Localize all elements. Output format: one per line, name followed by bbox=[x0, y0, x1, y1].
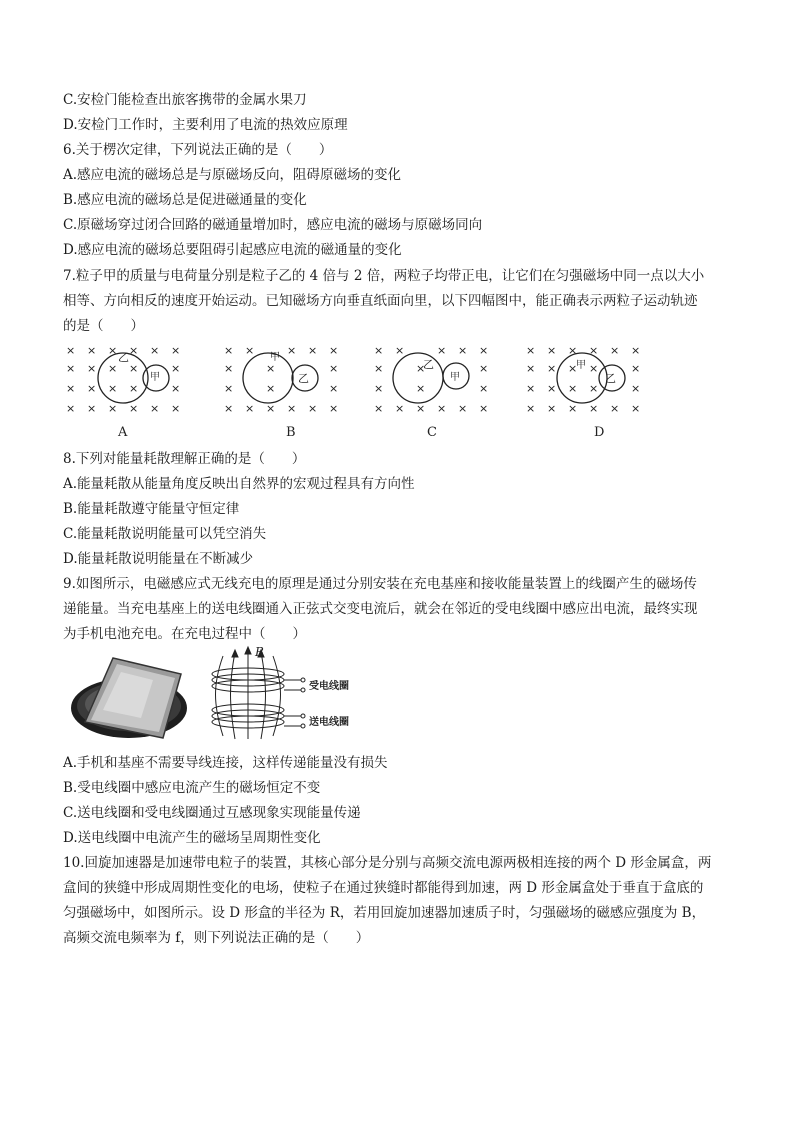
coil-diagram bbox=[212, 647, 305, 739]
cross-mark: × bbox=[87, 402, 97, 415]
cross-mark: × bbox=[631, 362, 641, 375]
question-7-cont: 相等、方向相反的速度开始运动。已知磁场方向垂直纸面向里，以下四幅图中，能正确表示两粒子运动轨迹 bbox=[63, 293, 698, 309]
receive-coil-label: 受电线圈 bbox=[309, 681, 349, 692]
cross-mark: × bbox=[129, 362, 139, 375]
cross-mark: × bbox=[329, 344, 339, 357]
cross-mark: × bbox=[526, 382, 536, 395]
label-b: B bbox=[286, 425, 296, 440]
panel-c bbox=[393, 353, 469, 440]
cross-mark: × bbox=[437, 402, 447, 415]
cross-mark: × bbox=[171, 402, 181, 415]
send-coil-label: 送电线圈 bbox=[309, 717, 349, 728]
text-line: C.安检门能检查出旅客携带的金属水果刀 bbox=[63, 92, 307, 108]
cross-mark: × bbox=[416, 362, 426, 375]
cross-mark: × bbox=[589, 344, 599, 357]
cross-mark: × bbox=[87, 382, 97, 395]
cross-mark: × bbox=[171, 362, 181, 375]
cross-mark: × bbox=[287, 402, 297, 415]
cross-mark: × bbox=[547, 362, 557, 375]
option-8d: D.能量耗散说明能量在不断减少 bbox=[63, 551, 254, 567]
option-8b: B.能量耗散遵守能量守恒定律 bbox=[63, 501, 240, 517]
option-6d: D.感应电流的磁场总要阻碍引起感应电流的磁通量的变化 bbox=[63, 242, 402, 258]
option-9d: D.送电线圈中电流产生的磁场呈周期性变化 bbox=[63, 830, 321, 846]
cross-mark: × bbox=[547, 402, 557, 415]
cross-mark: × bbox=[589, 382, 599, 395]
option-8c: C.能量耗散说明能量可以凭空消失 bbox=[63, 526, 267, 542]
cross-mark: × bbox=[224, 402, 234, 415]
cross-mark: × bbox=[287, 344, 297, 357]
cross-mark: × bbox=[224, 382, 234, 395]
cross-mark: × bbox=[568, 344, 578, 357]
cross-mark: × bbox=[108, 344, 118, 357]
question-10-cont: 盒间的狭缝中形成周期性变化的电场，使粒子在通过狭缝时都能得到加速，两 D 形金属盒处于垂直于盒底的 bbox=[63, 880, 704, 896]
cross-mark: × bbox=[631, 402, 641, 415]
cross-mark: × bbox=[66, 362, 76, 375]
cross-mark: × bbox=[631, 344, 641, 357]
cross-mark: × bbox=[479, 382, 489, 395]
cross-mark: × bbox=[171, 344, 181, 357]
option-6b: B.感应电流的磁场总是促进磁通量的变化 bbox=[63, 192, 307, 208]
text-line: D.安检门工作时，主要利用了电流的热效应原理 bbox=[63, 117, 348, 133]
label-c: C bbox=[427, 425, 437, 440]
question-6: 6.关于楞次定律，下列说法正确的是（ ） bbox=[63, 142, 333, 158]
option-6c: C.原磁场穿过闭合回路的磁通量增加时，感应电流的磁场与原磁场同向 bbox=[63, 217, 483, 233]
cross-mark: × bbox=[108, 362, 118, 375]
question-7-cont: 的是（ ） bbox=[63, 318, 144, 334]
option-9a: A.手机和基座不需要导线连接，这样传递能量没有损失 bbox=[63, 755, 388, 771]
q7-figure bbox=[60, 338, 660, 448]
cross-mark: × bbox=[479, 402, 489, 415]
cross-mark: × bbox=[526, 402, 536, 415]
cross-mark: × bbox=[458, 344, 468, 357]
cross-mark: × bbox=[150, 402, 160, 415]
cross-mark: × bbox=[610, 402, 620, 415]
cross-mark: × bbox=[374, 382, 384, 395]
label-jia: 甲 bbox=[576, 360, 586, 371]
cross-mark: × bbox=[87, 344, 97, 357]
cross-mark: × bbox=[308, 344, 318, 357]
cross-mark: × bbox=[108, 382, 118, 395]
question-9-cont: 为手机电池充电。在充电过程中（ ） bbox=[63, 626, 306, 642]
cross-mark: × bbox=[108, 402, 118, 415]
cross-mark: × bbox=[266, 402, 276, 415]
label-jia: 甲 bbox=[270, 352, 280, 363]
cross-mark: × bbox=[416, 382, 426, 395]
question-9-cont: 递能量。当充电基座上的送电线圈通入正弦式交变电流后，就会在邻近的受电线圈中感应出电流，最终实现 bbox=[63, 601, 698, 617]
cross-mark: × bbox=[395, 344, 405, 357]
cross-mark: × bbox=[66, 344, 76, 357]
cross-mark: × bbox=[329, 382, 339, 395]
cross-mark: × bbox=[547, 382, 557, 395]
question-7: 7.粒子甲的质量与电荷量分别是粒子乙的 4 倍与 2 倍，两粒子均带正电，让它们在匀强磁场中同一点以大小 bbox=[63, 268, 705, 284]
cross-mark: × bbox=[129, 382, 139, 395]
label-yi: 乙 bbox=[423, 358, 434, 371]
option-6a: A.感应电流的磁场总是与原磁场反向，阻碍原磁场的变化 bbox=[63, 167, 402, 183]
question-10-cont: 匀强磁场中，如图所示。设 D 形盒的半径为 R，若用回旋加速器加速质子时，匀强磁场的磁感应强度为 B， bbox=[63, 905, 706, 921]
question-9: 9.如图所示，电磁感应式无线充电的原理是通过分别安装在充电基座和接收能量装置上的线圈产生的磁场传 bbox=[63, 576, 697, 592]
cross-mark: × bbox=[329, 402, 339, 415]
cross-mark: × bbox=[479, 362, 489, 375]
cross-mark: × bbox=[129, 402, 139, 415]
cross-mark: × bbox=[479, 344, 489, 357]
q9-figure bbox=[63, 644, 363, 744]
cross-mark: × bbox=[374, 402, 384, 415]
cross-mark: × bbox=[526, 362, 536, 375]
cross-mark: × bbox=[266, 362, 276, 375]
field-b-label: B bbox=[255, 645, 264, 659]
cross-mark: × bbox=[374, 362, 384, 375]
cross-mark: × bbox=[150, 344, 160, 357]
cross-mark: × bbox=[395, 402, 405, 415]
panel-b bbox=[243, 351, 318, 440]
cross-mark: × bbox=[66, 402, 76, 415]
label-jia: 甲 bbox=[450, 372, 460, 383]
cross-mark: × bbox=[374, 344, 384, 357]
cross-mark: × bbox=[547, 344, 557, 357]
label-yi: 乙 bbox=[118, 351, 129, 364]
cross-mark: × bbox=[416, 402, 426, 415]
cross-mark: × bbox=[224, 362, 234, 375]
label-yi: 乙 bbox=[605, 372, 616, 385]
question-10: 10.回旋加速器是加速带电粒子的装置，其核心部分是分别与高频交流电源两极相连接的两个 D 形金属盒，两 bbox=[63, 855, 712, 871]
cross-mark: × bbox=[526, 344, 536, 357]
cross-mark: × bbox=[458, 402, 468, 415]
cross-mark: × bbox=[245, 402, 255, 415]
cross-mark: × bbox=[568, 402, 578, 415]
charging-pad-photo bbox=[71, 658, 187, 738]
label-jia: 甲 bbox=[150, 372, 160, 383]
cross-mark: × bbox=[245, 344, 255, 357]
cross-mark: × bbox=[589, 362, 599, 375]
cross-mark: × bbox=[308, 402, 318, 415]
question-8: 8.下列对能量耗散理解正确的是（ ） bbox=[63, 451, 306, 467]
option-9c: C.送电线圈和受电线圈通过互感现象实现能量传递 bbox=[63, 805, 361, 821]
cross-mark: × bbox=[171, 382, 181, 395]
cross-mark: × bbox=[266, 382, 276, 395]
cross-mark: × bbox=[87, 362, 97, 375]
cross-mark: × bbox=[610, 344, 620, 357]
cross-mark: × bbox=[437, 344, 447, 357]
cross-mark: × bbox=[329, 362, 339, 375]
cross-mark: × bbox=[129, 344, 139, 357]
cross-mark: × bbox=[224, 344, 234, 357]
cross-mark: × bbox=[66, 382, 76, 395]
label-d: D bbox=[594, 425, 605, 440]
option-8a: A.能量耗散从能量角度反映出自然界的宏观过程具有方向性 bbox=[63, 476, 415, 492]
cross-mark: × bbox=[568, 382, 578, 395]
label-yi: 乙 bbox=[298, 372, 309, 385]
cross-mark: × bbox=[631, 382, 641, 395]
cross-mark: × bbox=[589, 402, 599, 415]
cross-mark: × bbox=[568, 362, 578, 375]
label-a: A bbox=[118, 425, 128, 440]
option-9b: B.受电线圈中感应电流产生的磁场恒定不变 bbox=[63, 780, 321, 796]
question-10-cont: 高频交流电频率为 f，则下列说法正确的是（ ） bbox=[63, 930, 370, 946]
